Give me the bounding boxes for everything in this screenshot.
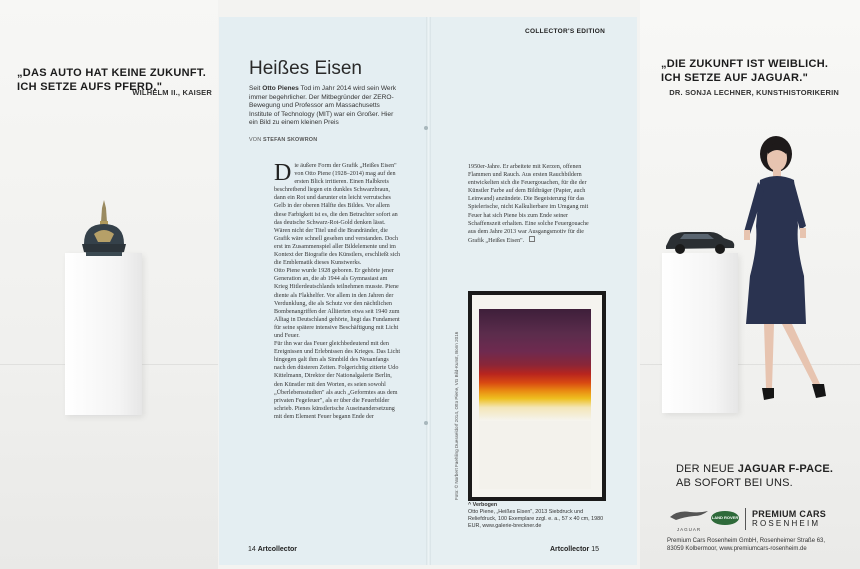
article-title: Heißes Eisen [249,58,362,79]
intro-name: Otto Pienes [262,85,299,92]
column-1-paragraph-3: Für ihn war das Feuer gleichbedeutend mit den Ereignissen und Erlebnissen des Krieges. Das Licht hingegen galt ihm als Sinnbild des Neuanfangs nach den düsteren Zeiten. Folgerichtig zitierte Udo Kittelmann, Direktor der Nationalgalerie Berlin, den Künstler mit den Worten, es seien sowohl „Überlebensstudien" als auch „Geformtes aus dem privaten Fegefeuer", als er über die Feuerbilder schrieb. Pienes künstlerische Auseinandersetzung mit dem Element Feuer begann Ende der [274,341,401,420]
logo-divider [745,508,746,530]
intro-rest: Tod im Jahr 2014 wird sein Werk immer begehrlicher. Der Mitbegründer der ZERO-Bewegung und Professor am Massachusetts Institute of Technology (MIT) war ein Großer. Hier ein Bild zu einem kleinen Preis [249,85,397,127]
end-mark-square-icon [529,236,535,242]
ad-right-quote: „DIE ZUKUNFT IST WEIBLICH. ICH SETZE AUF JAGUAR." [661,58,829,84]
artwork-image [479,309,591,421]
byline-author: STEFAN SKOWRON [262,137,318,143]
caption-arrow-icon: ^ [468,502,473,508]
jaguar-headline [676,462,846,490]
caption-text: Otto Piene, „Heißes Eisen", 2013 Siebdruck und Reliefdruck, 100 Exemplare zzgl. e. a., 57 x 40 cm, 1980 EUR, www.galerie-breckner.de [468,509,604,529]
jaguar-logo-icon [668,508,710,530]
column-2-paragraph: 1950er-Jahre. Er arbeitete mit Kerzen, offenen Flammen und Rauch. Aus ersten Rauchbildern entwickelten sich die Feuergouachen, für die der Künstler Farbe auf dem Bildträger (Papier, auch Leinwand) anzündete. Die Begeisterung für das Spielerische, nicht Kalkulierbare im Umgang mit Feuer hat sich Piene bis zum Ende seiner Schaffenszeit erhalten. Eine solche Feuergouache aus dem Jahre 2013 war Ausgangsmotiv für die Grafik „Heißes Eisen". [468,164,589,244]
column-1-paragraph-1: ie äußere Form der Grafik „Heißes Eisen" von Otto Piene (1928–2014) mag auf den ersten Blick irritieren. Einen Halbkreis beschreibend liegen ein dunkles Schwarzbraun, dann ein Rot und darunter ein leicht verrutsches Gelb in der oberen Hälfte des Bildes. Vor allem diese Farbigkeit ist es, die den Betrachter sofort an das deutsche Schwarz-Rot-Gold denken lässt. Wären nicht der Titel und die Brandränder, die Grafik wäre schnell gesehen und verstanden. Doch erst im Zusammenspiel aller Bildelemente und im Kontext der Biografie des Künstlers, erschließt sich die Emblematik dieses Kunstwerks. [274,163,401,267]
land-rover-logo-icon [711,511,739,525]
article-intro [249,85,399,128]
folio-right-number: 15 [591,546,600,553]
article-byline [249,137,317,143]
artwork-lower-paper [479,421,591,489]
photo-credit: Foto: © Norbert Faehling Duesseldorf 2014, Otto Piene, VG Bild-Kunst, Bonn 2016 [454,331,459,500]
woman-figure [734,136,844,416]
folio-left-number: 14 [248,546,256,553]
folio-right [550,546,599,553]
artwork-caption [468,502,606,530]
article-column-1 [274,162,401,421]
dealer-address-line1: Premium Cars Rosenheim GmbH, Rosenheimer Straße 63, [667,538,826,544]
caption-title: Verbogen [472,502,498,508]
column-1-paragraph-2: Otto Piene wurde 1928 geboren. Er gehörte jener Generation an, die ab 1944 als Gymnasiast am Krieg Hitlerdeutschlands teilnehmen musste. Piene diente als Flakhelfer. Vor allem in den Jahren der Verdunklung, die als Schutz vor den nächtlichen Bombenangriffen der Alliierten etwa seit 1940 zum Alltag in Deutschland gehörte, liegt das Fundament für seine spätere intensive Beschäftigung mit Licht und Feuer. [274,268,400,339]
section-label: COLLECTOR'S EDITION [525,28,606,35]
land-rover-logo-label: LAND ROVER [711,515,739,520]
pedestal-left [65,253,142,415]
article-column-2 [468,163,596,245]
binding-mark [424,126,428,130]
dealer-logo [752,509,852,528]
dropcap: D [274,160,292,186]
binding-mark [424,421,428,425]
dealer-address-line2: 83059 Kolbermoor, www.premiumcars-rosenheim.de [667,546,807,552]
pickelhaube-helmet-icon [80,200,128,258]
intro-prefix: Seit [249,85,263,92]
folio-right-name: Artcollector [550,546,590,553]
jaguar-headline-prefix: DER NEUE [676,463,738,475]
ad-left-attribution: WILHELM II., KAISER [132,88,212,97]
jaguar-headline-line2: AB SOFORT BEI UNS. [676,477,793,489]
suv-model-car-icon [664,228,736,256]
dealer-city: ROSENHEIM [752,519,821,528]
folio-left [248,546,297,553]
caption-title-row [468,502,606,509]
folio-left-name: Artcollector [257,546,298,553]
jaguar-headline-model: JAGUAR F-PACE. [737,463,834,475]
magazine-gutter [426,17,431,565]
dealer-name: PREMIUM CARS [752,509,827,519]
byline-prefix: VON [249,137,263,143]
jaguar-logo-label: JAGUAR [676,527,702,532]
ad-right-attribution: DR. SONJA LECHNER, KUNSTHISTORIKERIN [669,88,839,97]
dealer-address [667,537,852,553]
pedestal-right [662,253,738,413]
ad-left-quote: „DAS AUTO HAT KEINE ZUKUNFT. ICH SETZE AUFS PFERD." [17,67,207,93]
